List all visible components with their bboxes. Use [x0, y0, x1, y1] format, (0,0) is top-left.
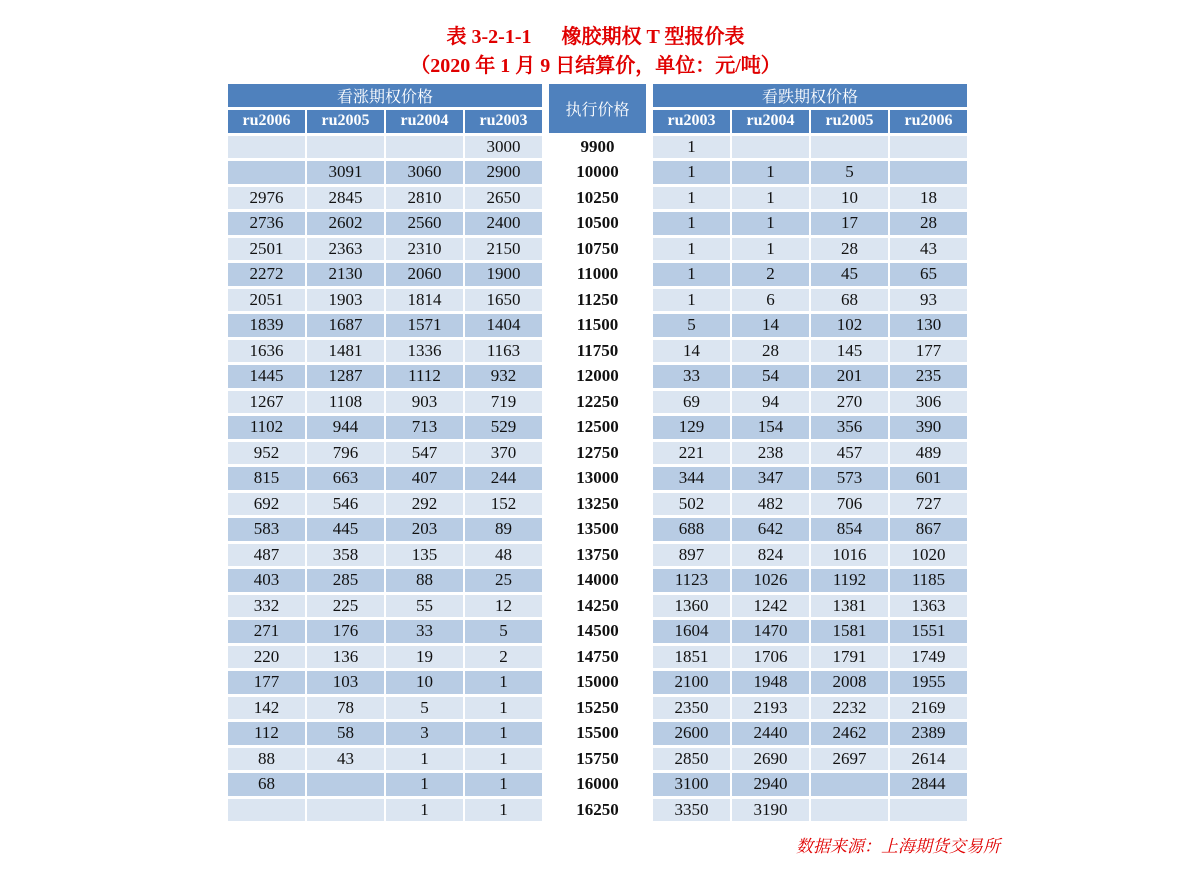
put-price-cell: 1948	[732, 671, 809, 694]
table-row	[228, 263, 967, 286]
strike-price-cell: 15500	[549, 722, 646, 745]
put-price-cell: 94	[732, 391, 809, 414]
put-price-cell: 1020	[890, 544, 967, 567]
table-row	[228, 493, 967, 516]
put-price-cell	[890, 161, 967, 184]
strike-header: 执行价格	[549, 84, 646, 133]
put-price-cell: 69	[653, 391, 730, 414]
call-price-cell: 944	[307, 416, 384, 439]
put-price-cell: 2	[732, 263, 809, 286]
put-price-cell: 1026	[732, 569, 809, 592]
call-price-cell: 1336	[386, 340, 463, 363]
call-price-cell: 3	[386, 722, 463, 745]
call-price-cell: 332	[228, 595, 305, 618]
call-price-cell	[307, 136, 384, 159]
table-row	[228, 365, 967, 388]
put-price-cell: 5	[653, 314, 730, 337]
call-price-cell	[228, 161, 305, 184]
call-price-cell: 292	[386, 493, 463, 516]
call-price-cell: 220	[228, 646, 305, 669]
strike-price-cell: 11500	[549, 314, 646, 337]
page-title: 表 3-2-1-1 橡胶期权 T 型报价表	[446, 26, 745, 48]
call-price-cell: 5	[465, 620, 542, 643]
put-price-cell: 489	[890, 442, 967, 465]
put-price-cell: 1360	[653, 595, 730, 618]
call-price-cell: 2650	[465, 187, 542, 210]
call-price-cell: 55	[386, 595, 463, 618]
call-price-cell: 1	[465, 799, 542, 822]
put-price-cell: 1016	[811, 544, 888, 567]
call-price-cell: 2602	[307, 212, 384, 235]
table-row	[228, 340, 967, 363]
put-price-cell: 2389	[890, 722, 967, 745]
put-price-cell: 65	[890, 263, 967, 286]
call-price-cell: 1	[465, 697, 542, 720]
call-price-cell: 2560	[386, 212, 463, 235]
call-price-cell: 48	[465, 544, 542, 567]
call-price-cell: 2130	[307, 263, 384, 286]
table-row	[228, 518, 967, 541]
strike-price-cell: 10750	[549, 238, 646, 261]
call-price-cell: 1	[465, 773, 542, 796]
call-price-cell: 1636	[228, 340, 305, 363]
call-price-cell: 2900	[465, 161, 542, 184]
table-row	[228, 595, 967, 618]
put-price-cell: 2169	[890, 697, 967, 720]
strike-price-cell: 13000	[549, 467, 646, 490]
table-row	[228, 416, 967, 439]
put-price-cell: 1	[653, 238, 730, 261]
call-price-cell: 952	[228, 442, 305, 465]
call-price-cell: 88	[228, 748, 305, 771]
put-price-cell: 688	[653, 518, 730, 541]
call-price-cell: 2060	[386, 263, 463, 286]
call-price-cell: 358	[307, 544, 384, 567]
put-price-cell: 897	[653, 544, 730, 567]
put-price-cell: 43	[890, 238, 967, 261]
call-price-cell: 1287	[307, 365, 384, 388]
call-contract-header: ru2003	[465, 110, 542, 133]
call-price-cell	[228, 799, 305, 822]
call-price-cell: 12	[465, 595, 542, 618]
call-price-cell: 33	[386, 620, 463, 643]
strike-price-cell: 11000	[549, 263, 646, 286]
put-price-cell: 145	[811, 340, 888, 363]
call-price-cell: 1102	[228, 416, 305, 439]
put-price-cell: 1	[732, 187, 809, 210]
table-row	[228, 773, 967, 796]
put-price-cell: 18	[890, 187, 967, 210]
table-row	[228, 136, 967, 159]
put-price-cell: 2614	[890, 748, 967, 771]
table-row	[228, 748, 967, 771]
call-price-cell: 152	[465, 493, 542, 516]
strike-price-cell: 9900	[549, 136, 646, 159]
put-price-cell: 154	[732, 416, 809, 439]
call-price-cell: 547	[386, 442, 463, 465]
table-row	[228, 671, 967, 694]
strike-price-cell: 16000	[549, 773, 646, 796]
call-price-cell: 1571	[386, 314, 463, 337]
put-price-cell: 1242	[732, 595, 809, 618]
put-price-cell: 1	[653, 212, 730, 235]
call-price-cell: 3000	[465, 136, 542, 159]
put-price-cell: 867	[890, 518, 967, 541]
put-price-cell: 502	[653, 493, 730, 516]
put-price-cell: 390	[890, 416, 967, 439]
call-price-cell	[228, 136, 305, 159]
call-price-cell: 796	[307, 442, 384, 465]
call-price-cell: 1267	[228, 391, 305, 414]
put-price-cell	[811, 799, 888, 822]
strike-price-cell: 13500	[549, 518, 646, 541]
call-price-cell: 407	[386, 467, 463, 490]
call-price-cell: 2363	[307, 238, 384, 261]
put-price-cell	[811, 136, 888, 159]
call-price-cell: 1	[465, 671, 542, 694]
put-price-cell: 238	[732, 442, 809, 465]
table-row	[228, 799, 967, 822]
call-contract-header: ru2004	[386, 110, 463, 133]
call-price-cell: 1814	[386, 289, 463, 312]
call-price-cell: 1687	[307, 314, 384, 337]
put-price-cell: 235	[890, 365, 967, 388]
strike-price-cell: 11750	[549, 340, 646, 363]
table-row	[228, 442, 967, 465]
data-source-note: 数据来源：上海期货交易所	[796, 837, 1000, 857]
call-price-cell: 19	[386, 646, 463, 669]
table-row	[228, 544, 967, 567]
call-price-cell: 1	[386, 773, 463, 796]
put-price-cell: 1749	[890, 646, 967, 669]
strike-price-cell: 12250	[549, 391, 646, 414]
table-row	[228, 646, 967, 669]
call-price-cell: 403	[228, 569, 305, 592]
put-price-cell: 2850	[653, 748, 730, 771]
call-price-cell: 2810	[386, 187, 463, 210]
strike-price-cell: 12500	[549, 416, 646, 439]
call-price-cell: 135	[386, 544, 463, 567]
put-price-cell: 727	[890, 493, 967, 516]
put-price-cell: 1706	[732, 646, 809, 669]
call-price-cell: 932	[465, 365, 542, 388]
table-row	[228, 620, 967, 643]
put-price-cell: 14	[653, 340, 730, 363]
put-price-cell: 306	[890, 391, 967, 414]
call-price-cell: 89	[465, 518, 542, 541]
put-price-cell: 824	[732, 544, 809, 567]
call-price-cell: 176	[307, 620, 384, 643]
strike-price-cell: 10250	[549, 187, 646, 210]
put-price-cell: 1	[732, 161, 809, 184]
strike-price-cell: 16250	[549, 799, 646, 822]
put-price-cell: 2697	[811, 748, 888, 771]
call-price-cell: 2845	[307, 187, 384, 210]
put-price-cell: 3350	[653, 799, 730, 822]
table-row	[228, 161, 967, 184]
strike-price-cell: 13750	[549, 544, 646, 567]
put-price-cell: 1	[653, 289, 730, 312]
table-row	[228, 187, 967, 210]
call-price-cell: 285	[307, 569, 384, 592]
put-price-cell	[811, 773, 888, 796]
call-price-cell: 1404	[465, 314, 542, 337]
call-price-cell: 2272	[228, 263, 305, 286]
call-contract-header: ru2006	[228, 110, 305, 133]
call-price-cell: 903	[386, 391, 463, 414]
put-price-cell: 2350	[653, 697, 730, 720]
call-price-cell: 244	[465, 467, 542, 490]
table-row	[228, 314, 967, 337]
call-price-cell: 487	[228, 544, 305, 567]
put-price-cell: 2193	[732, 697, 809, 720]
strike-price-cell: 14750	[549, 646, 646, 669]
table-row	[228, 212, 967, 235]
call-price-cell: 142	[228, 697, 305, 720]
call-price-cell: 3060	[386, 161, 463, 184]
table-row	[228, 722, 967, 745]
put-price-cell: 2440	[732, 722, 809, 745]
put-price-cell: 1551	[890, 620, 967, 643]
strike-price-cell: 14500	[549, 620, 646, 643]
strike-price-cell: 10500	[549, 212, 646, 235]
put-price-cell: 1	[653, 187, 730, 210]
strike-price-cell: 12750	[549, 442, 646, 465]
call-price-cell: 112	[228, 722, 305, 745]
put-price-cell: 28	[732, 340, 809, 363]
put-price-cell: 3190	[732, 799, 809, 822]
strike-price-cell: 15000	[549, 671, 646, 694]
call-price-cell: 43	[307, 748, 384, 771]
put-price-cell: 201	[811, 365, 888, 388]
call-price-cell: 370	[465, 442, 542, 465]
put-price-cell: 270	[811, 391, 888, 414]
put-price-cell: 1470	[732, 620, 809, 643]
call-price-cell: 713	[386, 416, 463, 439]
table-row	[228, 569, 967, 592]
put-group-header: 看跌期权价格	[653, 84, 967, 107]
put-price-cell: 14	[732, 314, 809, 337]
put-price-cell: 130	[890, 314, 967, 337]
call-price-cell: 225	[307, 595, 384, 618]
table-row	[228, 697, 967, 720]
put-price-cell: 28	[890, 212, 967, 235]
call-price-cell: 1163	[465, 340, 542, 363]
call-price-cell: 1112	[386, 365, 463, 388]
call-price-cell: 546	[307, 493, 384, 516]
put-price-cell: 482	[732, 493, 809, 516]
call-price-cell: 719	[465, 391, 542, 414]
put-price-cell: 2462	[811, 722, 888, 745]
put-price-cell: 1	[732, 212, 809, 235]
call-price-cell: 1445	[228, 365, 305, 388]
put-price-cell	[890, 799, 967, 822]
call-price-cell	[307, 799, 384, 822]
call-price-cell: 1	[386, 799, 463, 822]
put-price-cell: 601	[890, 467, 967, 490]
call-price-cell: 663	[307, 467, 384, 490]
call-price-cell: 58	[307, 722, 384, 745]
put-price-cell: 5	[811, 161, 888, 184]
call-price-cell: 2976	[228, 187, 305, 210]
put-price-cell: 221	[653, 442, 730, 465]
put-price-cell: 54	[732, 365, 809, 388]
put-price-cell: 344	[653, 467, 730, 490]
put-price-cell: 28	[811, 238, 888, 261]
put-price-cell: 706	[811, 493, 888, 516]
strike-price-cell: 15250	[549, 697, 646, 720]
put-price-cell: 2940	[732, 773, 809, 796]
put-price-cell: 1791	[811, 646, 888, 669]
call-price-cell: 78	[307, 697, 384, 720]
call-group-header: 看涨期权价格	[228, 84, 542, 107]
call-price-cell: 1	[465, 722, 542, 745]
call-price-cell: 10	[386, 671, 463, 694]
call-price-cell: 583	[228, 518, 305, 541]
put-price-cell: 2844	[890, 773, 967, 796]
call-price-cell: 103	[307, 671, 384, 694]
call-price-cell: 815	[228, 467, 305, 490]
put-price-cell: 10	[811, 187, 888, 210]
call-price-cell: 5	[386, 697, 463, 720]
call-price-cell: 177	[228, 671, 305, 694]
put-price-cell: 129	[653, 416, 730, 439]
put-price-cell: 45	[811, 263, 888, 286]
call-price-cell	[386, 136, 463, 159]
call-price-cell: 68	[228, 773, 305, 796]
put-contract-header: ru2003	[653, 110, 730, 133]
put-price-cell: 1	[653, 263, 730, 286]
call-price-cell: 136	[307, 646, 384, 669]
strike-price-cell: 14000	[549, 569, 646, 592]
call-price-cell: 271	[228, 620, 305, 643]
call-price-cell: 2736	[228, 212, 305, 235]
call-price-cell	[307, 773, 384, 796]
put-price-cell: 356	[811, 416, 888, 439]
put-price-cell: 2100	[653, 671, 730, 694]
table-body	[228, 136, 967, 822]
put-price-cell: 3100	[653, 773, 730, 796]
call-price-cell: 692	[228, 493, 305, 516]
strike-price-cell: 13250	[549, 493, 646, 516]
strike-price-cell: 10000	[549, 161, 646, 184]
call-price-cell: 445	[307, 518, 384, 541]
put-price-cell: 457	[811, 442, 888, 465]
put-price-cell: 1851	[653, 646, 730, 669]
put-price-cell: 854	[811, 518, 888, 541]
call-price-cell: 203	[386, 518, 463, 541]
call-price-cell: 2400	[465, 212, 542, 235]
put-contract-header: ru2005	[811, 110, 888, 133]
put-price-cell: 1381	[811, 595, 888, 618]
put-price-cell: 1	[653, 136, 730, 159]
call-price-cell: 1108	[307, 391, 384, 414]
put-price-cell: 1123	[653, 569, 730, 592]
call-price-cell: 1	[465, 748, 542, 771]
put-contract-header: ru2004	[732, 110, 809, 133]
call-price-cell: 1903	[307, 289, 384, 312]
table-row	[228, 238, 967, 261]
call-price-cell: 2501	[228, 238, 305, 261]
put-price-cell: 6	[732, 289, 809, 312]
page-subtitle: （2020 年 1 月 9 日结算价，单位：元/吨）	[410, 55, 781, 77]
put-contract-header: ru2006	[890, 110, 967, 133]
put-price-cell: 17	[811, 212, 888, 235]
put-price-cell: 2232	[811, 697, 888, 720]
call-price-cell: 1650	[465, 289, 542, 312]
call-price-cell: 1	[386, 748, 463, 771]
put-price-cell: 2690	[732, 748, 809, 771]
strike-price-cell: 11250	[549, 289, 646, 312]
put-price-cell: 102	[811, 314, 888, 337]
put-price-cell	[732, 136, 809, 159]
put-price-cell: 1363	[890, 595, 967, 618]
put-price-cell: 1604	[653, 620, 730, 643]
strike-price-cell: 15750	[549, 748, 646, 771]
put-price-cell: 1	[653, 161, 730, 184]
put-price-cell: 177	[890, 340, 967, 363]
call-price-cell: 529	[465, 416, 542, 439]
call-price-cell: 88	[386, 569, 463, 592]
call-price-cell: 2	[465, 646, 542, 669]
call-price-cell: 2051	[228, 289, 305, 312]
put-price-cell: 347	[732, 467, 809, 490]
put-price-cell: 68	[811, 289, 888, 312]
option-quote-table	[226, 81, 969, 824]
table-row	[228, 467, 967, 490]
table-row	[228, 391, 967, 414]
put-price-cell	[890, 136, 967, 159]
call-price-cell: 1481	[307, 340, 384, 363]
call-price-cell: 25	[465, 569, 542, 592]
put-price-cell: 1	[732, 238, 809, 261]
call-price-cell: 3091	[307, 161, 384, 184]
put-price-cell: 93	[890, 289, 967, 312]
table-row	[228, 289, 967, 312]
put-price-cell: 2600	[653, 722, 730, 745]
call-price-cell: 1900	[465, 263, 542, 286]
put-price-cell: 1192	[811, 569, 888, 592]
strike-price-cell: 12000	[549, 365, 646, 388]
put-price-cell: 573	[811, 467, 888, 490]
put-price-cell: 1955	[890, 671, 967, 694]
put-price-cell: 642	[732, 518, 809, 541]
call-price-cell: 2310	[386, 238, 463, 261]
call-price-cell: 1839	[228, 314, 305, 337]
put-price-cell: 1581	[811, 620, 888, 643]
put-price-cell: 2008	[811, 671, 888, 694]
put-price-cell: 1185	[890, 569, 967, 592]
call-contract-header: ru2005	[307, 110, 384, 133]
strike-price-cell: 14250	[549, 595, 646, 618]
put-price-cell: 33	[653, 365, 730, 388]
call-price-cell: 2150	[465, 238, 542, 261]
